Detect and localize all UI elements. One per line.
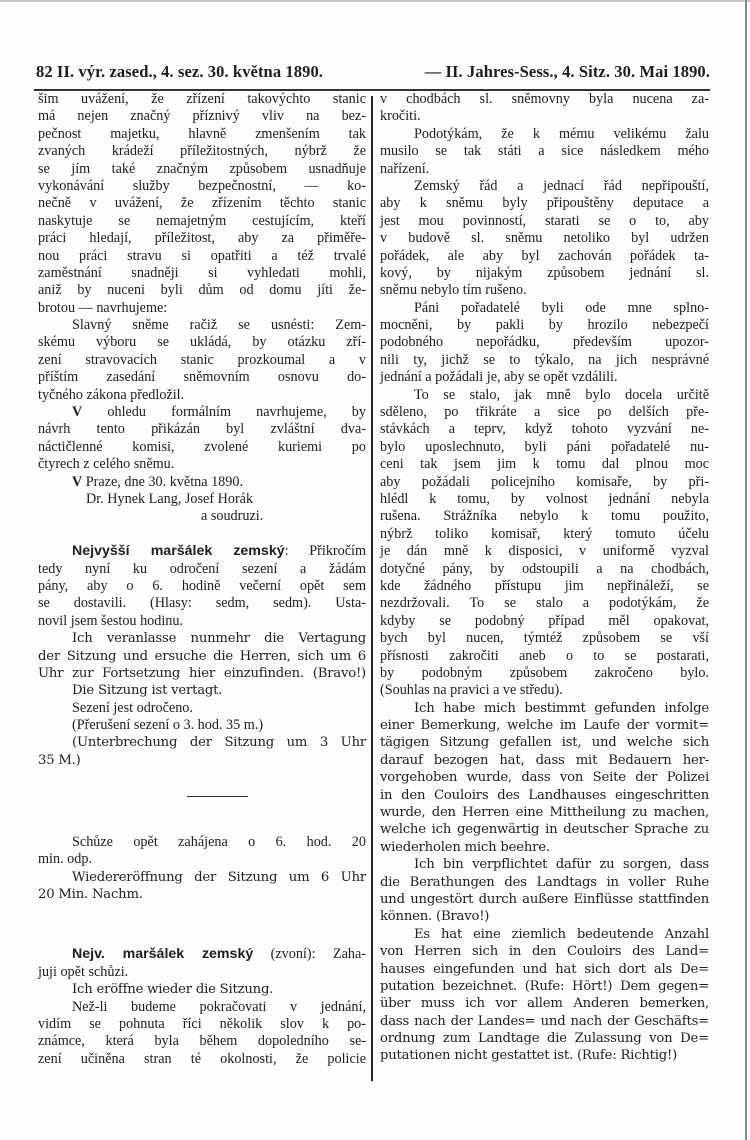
text-line — [380, 526, 709, 543]
text-line — [380, 108, 709, 125]
line-text: pořádek, ale aby byl zachován pořádek ta- — [380, 247, 709, 264]
line-text: kdyby se podobný případ měl opakovat, — [380, 612, 709, 629]
line-text: v chodbách sl. sněmovny byla nucena za- — [380, 91, 709, 107]
line-text: nýbrž toliko komisař, který tomuto účelu — [380, 525, 709, 542]
line-text: nařízení. — [380, 160, 430, 177]
text-line — [380, 439, 709, 456]
line-text: příštím zasedání sněmovním osnovu do- — [38, 369, 366, 386]
line-text: Zemský řád a jednací řád nepřipouští, — [414, 177, 709, 194]
column-divider — [371, 96, 373, 1081]
text-line — [38, 439, 366, 456]
text-line — [380, 1030, 709, 1047]
text-line — [380, 995, 709, 1012]
line-text: sděleno, po třikráte a sice po delších pře- — [380, 404, 709, 421]
line-text: aniž by nuceni byli dům od domu jíti že- — [38, 282, 366, 299]
line-text: novil jsem šestou hodinu. — [38, 612, 184, 629]
text-line — [380, 926, 709, 943]
text-line — [38, 1051, 366, 1068]
line-text: rušena. Strážníka nebylo k tomu použito, — [380, 508, 709, 525]
line-text: hauses eingefunden und hat sich dort als De= — [380, 961, 709, 977]
text-line — [38, 230, 366, 247]
text-line — [380, 195, 709, 212]
line-text: sněmu nebylo tím rušeno. — [380, 282, 527, 299]
text-line — [38, 456, 366, 473]
text-line — [380, 648, 709, 665]
line-text: naskytuje se nemajetným cestujícím, kteří — [38, 212, 366, 229]
text-line — [38, 265, 366, 282]
text-line — [38, 578, 366, 595]
text-line — [38, 946, 366, 963]
line-text: a soudruzi. — [201, 508, 264, 525]
text-line — [380, 178, 709, 195]
line-text: ohledu formálním navrhujeme, by — [82, 404, 366, 421]
line-text: nili ty, jichž se to týkalo, na jich nesprávné — [380, 351, 709, 368]
line-text: kový, by nijakým způsobem jednání sl. — [380, 264, 709, 281]
line-text: podobného nepořádku, především upozor- — [380, 334, 709, 351]
blank-space — [38, 769, 366, 834]
line-text: welche ich gegenwärtig in deutscher Sprache zu — [380, 822, 709, 838]
line-text: min. odp. — [38, 851, 92, 868]
line-text: (Souhlas na pravici a ve středu). — [380, 682, 563, 699]
line-text: tägigen Sitzung gefallen ist, und welche sich — [380, 735, 709, 751]
line-text: die Berathungen des Landtags in voller Ruhe — [380, 874, 709, 890]
line-text: vykonávání služby bezpečnostní, — ko- — [38, 177, 366, 194]
line-text: To se stalo, jak mně bylo docela určitě — [414, 386, 709, 403]
line-text: dass nach der Landes= und nach der Geschäfts= — [380, 1013, 709, 1029]
line-text: ceni tak jsem jim k tomu dal plnou moc — [380, 456, 709, 473]
text-line — [380, 769, 709, 786]
header-german: — II. Jahres-Sess., 4. Sitz. 30. Mai 1890. — [424, 62, 710, 81]
line-text: Schůze opět zahájena o 6. hod. 20 — [72, 833, 366, 850]
line-text: kde žádného přístupu jim nepřináleží, se — [380, 577, 709, 594]
line-text: Die Sitzung ist vertagt. — [72, 683, 223, 699]
text-line — [38, 213, 366, 230]
text-line — [380, 700, 709, 717]
text-line — [380, 143, 709, 160]
page-top-edge — [0, 0, 750, 2]
text-line — [38, 195, 366, 212]
line-text: putation bezeichnet. (Rufe: Hört!) Dem gegen= — [380, 978, 709, 994]
line-text: (Přerušení sezení o 3. hod. 35 m.) — [72, 717, 264, 734]
running-header — [36, 62, 710, 84]
text-line — [380, 369, 709, 386]
right-column — [380, 91, 709, 1065]
line-text: putationen nicht gestattet ist. (Rufe: Richtig!) — [380, 1048, 678, 1064]
line-text: musilo se tak státi a sice následkem mého — [380, 143, 709, 160]
text-line — [38, 595, 366, 612]
line-text: Podotýkám, že k mému velikému žalu — [414, 125, 709, 142]
line-text: brotou — navrhujeme: — [38, 299, 168, 316]
line-text: in den Couloirs des Landhauses eingeschritten — [380, 787, 709, 803]
line-text: (zvoní): Zaha- — [253, 946, 366, 963]
section-rule — [187, 796, 248, 797]
text-line — [38, 665, 366, 682]
text-line — [380, 282, 709, 299]
line-text: nezdržovali. To se stalo a podotýkám, že — [380, 595, 709, 612]
line-text: práci hledají, příležitost, aby za přiměře- — [38, 230, 366, 247]
text-line — [380, 248, 709, 265]
bold-initial: V — [72, 404, 83, 421]
line-text: šim uvážení, že zřízení takovýchto stanic — [38, 91, 366, 107]
text-line — [38, 682, 366, 699]
text-line — [38, 282, 366, 299]
text-line — [38, 613, 366, 630]
text-line — [38, 161, 366, 178]
text-line — [38, 317, 366, 334]
line-text: Sezení jest odročeno. — [72, 699, 193, 716]
line-text: Ich veranlasse nunmehr die Vertagung — [72, 631, 366, 647]
line-text: aby požádali policejního komisaře, by při- — [380, 473, 709, 490]
text-line — [380, 630, 709, 647]
line-text: pány, aby o 6. hodině večerní opět sem — [38, 577, 366, 594]
line-text: aby k sněmu byly připouštěny deputace a — [380, 195, 709, 212]
text-line — [380, 821, 709, 838]
text-line — [380, 91, 709, 108]
line-text: zaměstnání snadněji si vyhledati mohli, — [38, 264, 366, 281]
text-line — [38, 734, 366, 751]
line-text: der Sitzung und ersuche die Herren, sich um 6 — [38, 648, 366, 664]
text-line — [380, 1047, 709, 1064]
text-line — [380, 804, 709, 821]
text-line — [380, 961, 709, 978]
text-line — [38, 491, 366, 508]
line-text: darauf bezogen hat, dass mit Bedauern her- — [380, 752, 709, 768]
blank-space — [38, 903, 366, 946]
text-line — [38, 352, 366, 369]
text-line — [38, 648, 366, 665]
text-line — [38, 700, 366, 717]
text-line — [38, 421, 366, 438]
text-line — [38, 964, 366, 981]
text-line — [38, 248, 366, 265]
line-text: Praze, dne 30. května 1890. — [82, 473, 243, 490]
text-line — [380, 300, 709, 317]
text-line — [380, 752, 709, 769]
line-text: kročiti. — [380, 108, 421, 125]
text-line — [380, 456, 709, 473]
line-text: bych byl nucen, týmtéž způsobem se vší — [380, 630, 709, 647]
line-text: vidím se pohnuta říci několik slov k po- — [38, 1015, 366, 1032]
line-text: skému výboru se ukládá, by otázku zří- — [38, 334, 366, 351]
text-line — [38, 387, 366, 404]
text-line — [38, 886, 366, 903]
text-line — [380, 317, 709, 334]
line-text: wiederholen mich beehre. — [380, 839, 550, 855]
line-text: Ich habe mich bestimmt gefunden infolge — [414, 700, 709, 716]
line-text: přísnosti zakročiti aneb o to se postarati, — [380, 647, 709, 664]
speaker-name: Nejvyšší maršálek zemský — [72, 543, 285, 560]
text-line — [380, 543, 709, 560]
line-text: juji opět schůzi. — [38, 963, 129, 980]
line-text: Slavný sněme račiž se usnésti: Zem- — [72, 317, 366, 334]
line-text: Páni pořadatelé byli ode mne splno- — [414, 299, 709, 316]
text-line — [38, 630, 366, 647]
text-line — [38, 561, 366, 578]
line-text: pečnost majetku, hlavně zmenšením tak — [38, 125, 366, 142]
line-text: v budově sl. sněmu netoliko byl udržen — [380, 230, 709, 247]
line-text: mocněni, by pakli by hrozilo nebezpečí — [380, 317, 709, 334]
line-text: können. (Bravo!) — [380, 909, 490, 925]
line-text: zení učiněna stran té okolnosti, že policie — [38, 1050, 366, 1067]
text-line — [38, 999, 366, 1016]
line-text: náctičlenné komisi, zvolené kuriemi po — [38, 438, 366, 455]
line-text: und ungestört durch außere Einflüsse stattfinden — [380, 891, 709, 907]
line-text: tedy nyní ku odročení sezení a žádám — [38, 560, 366, 577]
header-czech: 82 II. výr. zased., 4. sez. 30. května 1890. — [36, 62, 324, 81]
text-line — [38, 834, 366, 851]
text-line — [38, 717, 366, 734]
text-line — [38, 869, 366, 886]
text-line — [38, 91, 366, 108]
text-line — [380, 352, 709, 369]
text-line — [380, 387, 709, 404]
text-line — [380, 839, 709, 856]
bold-initial: V — [72, 473, 83, 490]
line-text: vorgehoben wurde, dass von Seite der Polizei — [380, 770, 709, 786]
left-column — [38, 91, 366, 1068]
text-line — [38, 126, 366, 143]
line-text: čtyrech z celého sněmu. — [38, 456, 175, 473]
text-line — [380, 578, 709, 595]
text-line — [380, 213, 709, 230]
text-line — [380, 787, 709, 804]
line-text: stávkách a teprv, když tohoto vyzvání ne- — [380, 421, 709, 438]
line-text: von Herren sich in den Couloirs des Land= — [380, 944, 709, 960]
line-text: Ich eröffne wieder die Sitzung. — [72, 982, 274, 998]
line-text: má nejen značný příznivý vliv na bez- — [38, 108, 366, 125]
text-line — [380, 126, 709, 143]
text-line — [38, 474, 366, 491]
line-text: 20 Min. Nachm. — [38, 887, 143, 902]
text-line — [380, 734, 709, 751]
text-line — [38, 108, 366, 125]
text-line — [38, 404, 366, 421]
line-text: über muss ich vor allem Anderen bemerken, — [380, 996, 709, 1012]
text-line — [380, 508, 709, 525]
text-line — [380, 682, 709, 699]
text-line — [38, 178, 366, 195]
line-text: by podobným způsobem zakročeno bylo. — [380, 664, 709, 681]
text-line — [380, 1013, 709, 1030]
line-text: dotyčné pány, by odstoupili a na chodbách, — [380, 560, 709, 577]
blank-space — [38, 526, 366, 543]
line-text: einer Bemerkung, welche im Laufe der vormit= — [380, 718, 709, 734]
text-line — [380, 474, 709, 491]
text-line — [380, 908, 709, 925]
text-line — [380, 595, 709, 612]
line-text: nečně v uvážení, že zřízením těchto stanic — [38, 195, 366, 212]
line-text: wurde, den Herren eine Mittheilung zu machen, — [380, 805, 709, 821]
text-line — [38, 334, 366, 351]
text-line — [38, 752, 366, 769]
text-line — [380, 874, 709, 891]
text-line — [380, 421, 709, 438]
line-text: jest mou povinností, starati se o to, aby — [380, 212, 709, 229]
text-line — [38, 143, 366, 160]
text-line — [380, 491, 709, 508]
page-right-edge — [745, 0, 747, 1140]
text-line — [38, 369, 366, 386]
speaker-name: Nejv. maršálek zemský — [72, 946, 254, 963]
text-line — [38, 1016, 366, 1033]
line-text: (Unterbrechung der Sitzung um 3 Uhr — [72, 735, 366, 751]
text-line — [380, 978, 709, 995]
line-text: je dán mně k disposici, v uniformě vyzval — [380, 543, 709, 560]
line-text: Wiedereröffnung der Sitzung um 6 Uhr — [72, 869, 366, 885]
line-text: Než-li budeme pokračovati v jednání, — [72, 998, 366, 1015]
text-line — [38, 508, 366, 525]
text-line — [38, 543, 366, 560]
line-text: bylo uposlechnuto, byli páni pořadatelé nu- — [380, 438, 709, 455]
text-line — [380, 665, 709, 682]
line-text: jednání a požádali je, aby se opět vzdálili. — [380, 369, 618, 386]
line-text: se dostavili. (Hlasy: sedm, sedm). Usta- — [38, 595, 366, 612]
text-line — [380, 230, 709, 247]
text-line — [380, 613, 709, 630]
text-line — [380, 856, 709, 873]
text-line — [380, 334, 709, 351]
text-line — [38, 1033, 366, 1050]
text-line — [380, 717, 709, 734]
line-text: zvaných krádeží příležitostných, nýbrž že — [38, 143, 366, 160]
line-text: Dr. Hynek Lang, Josef Horák — [86, 490, 254, 507]
text-line — [38, 981, 366, 998]
line-text: návrh tento přikázán byl zvláštní dva- — [38, 421, 366, 438]
text-line — [380, 265, 709, 282]
line-text: Uhr zur Fortsetzung hier einzufinden. (Bravo!) — [38, 665, 366, 681]
text-line — [380, 404, 709, 421]
line-text: 35 M.) — [38, 752, 81, 768]
text-line — [380, 943, 709, 960]
line-text: hlédl k tomu, by volnost jednání nebyla — [380, 490, 709, 507]
line-text: Ich bin verpflichtet dafür zu sorgen, dass — [414, 857, 709, 873]
line-text: Es hat eine ziemlich bedeutende Anzahl — [414, 926, 709, 942]
line-text: známce, která byla během dopoledního se- — [38, 1033, 366, 1050]
line-text: tyčného zákona předložil. — [38, 386, 185, 403]
line-text: ordnung zum Landtage die Zulassung von De= — [380, 1031, 709, 1047]
line-text: zení stravovacích stanic prozkoumal a v — [38, 351, 366, 368]
text-line — [38, 300, 366, 317]
line-text: : Přikročím — [284, 543, 367, 560]
text-line — [380, 161, 709, 178]
text-line — [380, 891, 709, 908]
text-line — [380, 561, 709, 578]
text-line — [38, 851, 366, 868]
line-text: nou práci stravu si opatřiti a též trvalé — [38, 247, 366, 264]
line-text: se jím také značným způsobem usnadňuje — [38, 160, 366, 177]
